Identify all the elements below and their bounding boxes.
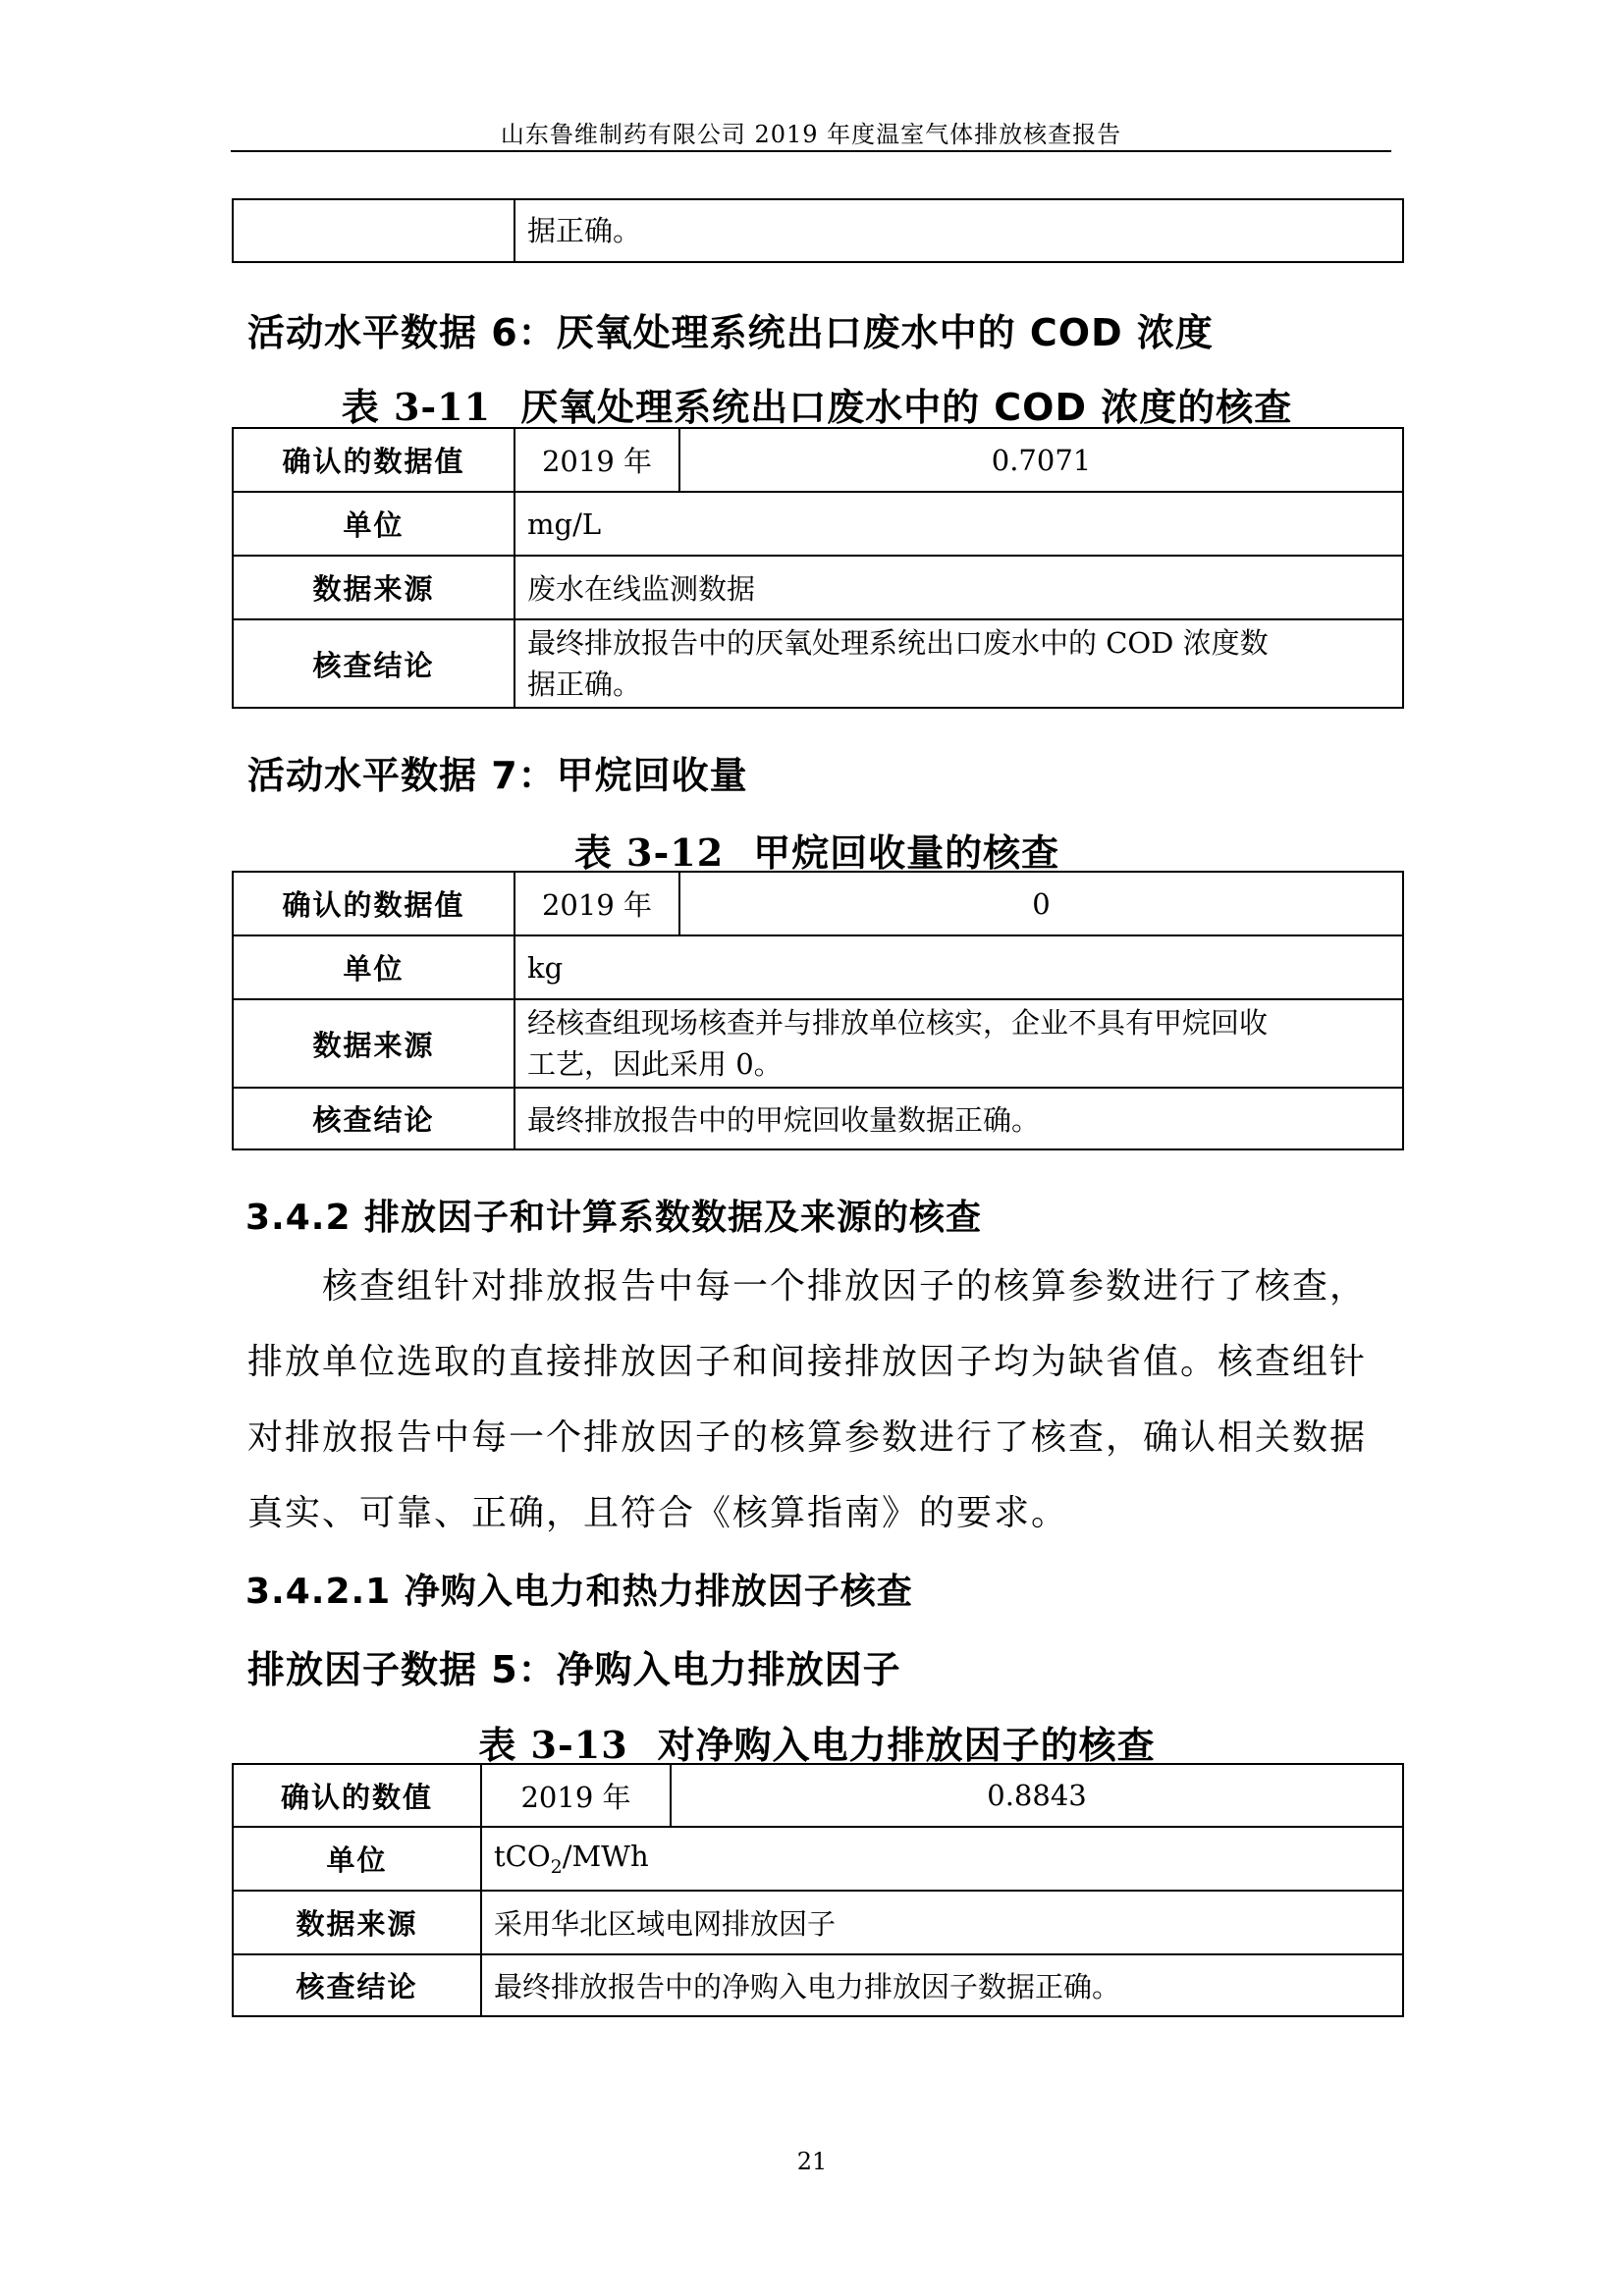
paragraph-line: 排放单位选取的直接排放因子和间接排放因子均为缺省值。核查组针: [247, 1342, 1368, 1382]
source-line: 工艺，因此采用 0。: [527, 1047, 783, 1081]
activity7-heading: 活动水平数据 7：甲烷回收量: [247, 754, 748, 797]
table-3-11-caption: [232, 377, 1402, 431]
year-cell: 2019 年: [514, 872, 679, 935]
unit-subscript: 2: [550, 1855, 563, 1878]
row-label: 确认的数据值: [233, 872, 514, 935]
continued-text: 据正确。: [514, 199, 1403, 262]
row-label: 核查结论: [233, 619, 514, 708]
section-3421-heading: 3.4.2.1 净购入电力和热力排放因子核查: [245, 1572, 913, 1612]
row-label: 单位: [233, 935, 514, 999]
paragraph-line: 对排放报告中每一个排放因子的核算参数进行了核查，确认相关数据: [247, 1417, 1368, 1458]
page-header-title: 山东鲁维制药有限公司 2019 年度温室气体排放核查报告: [500, 121, 1122, 148]
conclusion-cell: 最终排放报告中的净购入电力排放因子数据正确。: [481, 1954, 1403, 2016]
continued-table: [232, 198, 1404, 263]
activity6-heading: 活动水平数据 6：厌氧处理系统出口废水中的 COD 浓度: [247, 311, 1214, 354]
row-label: 单位: [233, 1827, 481, 1891]
source-line: 经核查组现场核查并与排放单位核实，企业不具有甲烷回收: [527, 1006, 1269, 1040]
paragraph-line: 核查组针对排放报告中每一个排放因子的核算参数进行了核查，: [322, 1266, 1368, 1307]
caption-number: 表 3-11: [341, 385, 492, 429]
table-3-11: [232, 427, 1404, 709]
year-cell: 2019 年: [514, 428, 679, 492]
empty-cell: [233, 199, 514, 262]
unit-cell: [481, 1827, 1403, 1891]
table-3-12: [232, 871, 1404, 1150]
caption-title: 厌氧处理系统出口废水中的 COD 浓度的核查: [520, 386, 1293, 429]
paragraph-line: 真实、可靠、正确，且符合《核算指南》的要求。: [247, 1493, 1069, 1533]
table-3-13: [232, 1763, 1404, 2017]
conclusion-cell: [514, 619, 1403, 708]
row-label: 数据来源: [233, 999, 514, 1088]
row-label: 数据来源: [233, 1891, 481, 1954]
row-label: 核查结论: [233, 1954, 481, 2016]
row-label: 确认的数据值: [233, 428, 514, 492]
header-rule: [231, 150, 1391, 152]
source-cell: 采用华北区域电网排放因子: [481, 1891, 1403, 1954]
value-cell: 0: [679, 872, 1403, 935]
row-label: 数据来源: [233, 556, 514, 619]
unit-part: tCO: [494, 1840, 551, 1874]
caption-number: 表 3-12: [573, 830, 725, 875]
caption-number: 表 3-13: [478, 1723, 628, 1767]
year-cell: 2019 年: [481, 1764, 671, 1827]
section-342-heading: 3.4.2 排放因子和计算系数数据及来源的核查: [245, 1198, 983, 1238]
unit-cell: mg/L: [514, 492, 1403, 556]
table-3-12-caption: [232, 823, 1402, 877]
unit-cell: kg: [514, 935, 1403, 999]
caption-title: 对净购入电力排放因子的核查: [657, 1724, 1156, 1767]
page-number: 21: [796, 2148, 828, 2175]
table-3-13-caption: [232, 1715, 1402, 1769]
section-342-paragraph: [247, 1249, 1386, 1551]
row-label: 核查结论: [233, 1088, 514, 1149]
value-cell: 0.8843: [671, 1764, 1403, 1827]
value-cell: 0.7071: [679, 428, 1403, 492]
row-label: 确认的数值: [233, 1764, 481, 1827]
conclusion-cell: 最终排放报告中的甲烷回收量数据正确。: [514, 1088, 1403, 1149]
factor5-heading: 排放因子数据 5：净购入电力排放因子: [247, 1648, 901, 1691]
source-cell: [514, 999, 1403, 1088]
unit-part: /MWh: [562, 1840, 649, 1874]
conclusion-line: 据正确。: [527, 667, 642, 701]
caption-title: 甲烷回收量的核查: [753, 831, 1060, 875]
source-cell: 废水在线监测数据: [514, 556, 1403, 619]
row-label: 单位: [233, 492, 514, 556]
conclusion-line: 最终排放报告中的厌氧处理系统出口废水中的 COD 浓度数: [527, 626, 1269, 660]
